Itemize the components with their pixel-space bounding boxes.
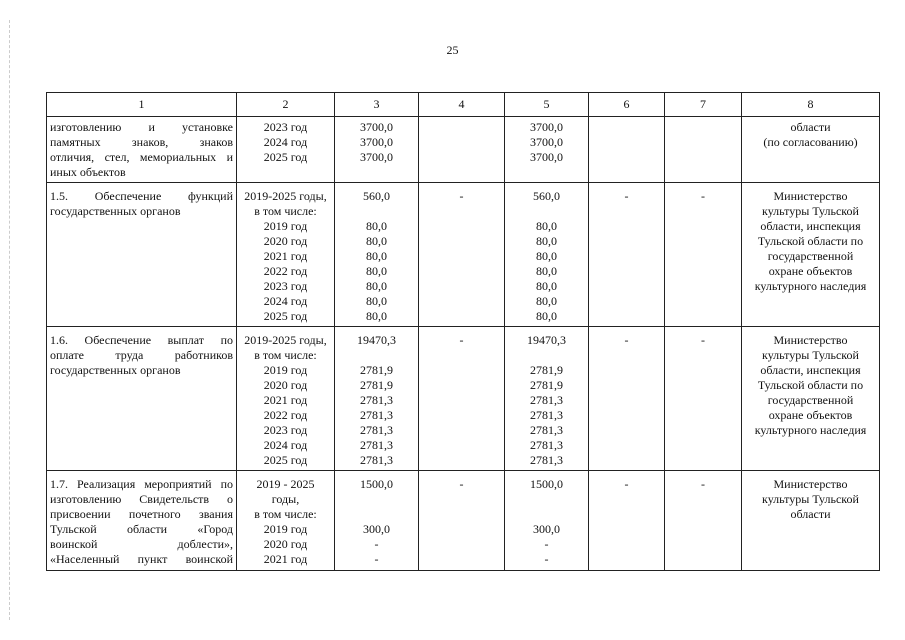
cell-line: присвоении почетного звания [50,507,233,521]
cell-line: 2781,3 [530,408,563,422]
cell-line: культурного наследия [754,423,867,437]
description-cell [47,327,237,471]
col4-cell [419,183,505,327]
cell-line: 2025 год [263,309,308,323]
cell-line: оплате труда работников [50,348,233,362]
cell-line: культуры Тульской [762,492,859,506]
cell-line: 3700,0 [360,135,393,149]
cell-line: - [459,189,464,203]
binding-mark [9,20,11,620]
cell-line: 3700,0 [530,150,563,164]
cell-line: 2781,3 [360,453,393,467]
cell-line: государственных органов [50,204,181,218]
cell-line: 2021 год [263,552,308,566]
cell-line [508,204,585,219]
header-cell: 7 [665,93,742,117]
period-cell [237,471,335,571]
col7-cell [665,117,742,183]
cell-line: 2020 год [263,378,308,392]
cell-line: 80,0 [536,309,557,323]
cell-line: охране объектов [768,264,853,278]
cell-line: культуры Тульской [762,204,859,218]
cell-line: 560,0 [363,189,390,203]
description-cell [47,183,237,327]
cell-line: изготовлению Свидетельств о [50,492,233,506]
period-cell [237,117,335,183]
cell-line: «Населенный пункт воинской [50,552,233,566]
cell-line: 2781,9 [530,363,563,377]
cell-line: 2024 год [263,294,308,308]
cell-line: 2019 год [263,363,308,377]
header-cell: 8 [742,93,880,117]
cell-line: Тульской области по [757,234,864,248]
cell-line: Тульской области по [757,378,864,392]
budget-cell [505,471,589,571]
cell-line: - [701,189,705,203]
budget-cell [505,183,589,327]
cell-line [338,507,415,522]
cell-line: 80,0 [366,249,387,263]
cell-line: иных объектов [50,165,126,179]
cell-line: - [459,477,464,491]
cell-line: 2781,3 [530,438,563,452]
cell-line: 2021 год [263,393,308,407]
cell-line: - [459,333,464,347]
header-cell: 3 [335,93,419,117]
cell-line: 2781,3 [530,453,563,467]
cell-line: 2781,3 [360,393,393,407]
cell-line: - [374,537,379,551]
cell-line: 3700,0 [360,120,393,134]
cell-line: 80,0 [366,309,387,323]
cell-line: воинской доблести», [50,537,233,551]
executor-cell [742,117,880,183]
cell-line: 19470,3 [357,333,396,347]
table-row [47,327,880,471]
cell-line: 1.6. Обеспечение выплат по [50,333,233,347]
cell-line: 80,0 [366,219,387,233]
cell-line: 300,0 [533,522,560,536]
cell-line: 2020 год [263,234,308,248]
cell-line: 2023 год [263,423,308,437]
cell-line: - [624,477,629,491]
cell-line: 2024 год [263,438,308,452]
cell-line: 3700,0 [530,120,563,134]
total-cell [335,183,419,327]
cell-line: 2023 год [263,279,308,293]
cell-line: 80,0 [536,294,557,308]
cell-line: 80,0 [366,264,387,278]
period-cell [237,183,335,327]
executor-cell [742,183,880,327]
header-cell: 6 [589,93,665,117]
cell-line: 560,0 [533,189,560,203]
budget-cell [505,117,589,183]
header-cell: 4 [419,93,505,117]
col6-cell [589,471,665,571]
cell-line: 2781,3 [530,423,563,437]
cell-line: 2781,9 [360,363,393,377]
cell-line: (по согласованию) [763,135,858,149]
col7-cell [665,471,742,571]
cell-line: - [624,333,629,347]
cell-line [508,348,585,363]
total-cell [335,117,419,183]
period-cell [237,327,335,471]
table-row [47,117,880,183]
col4-cell [419,117,505,183]
col6-cell [589,117,665,183]
cell-line: 300,0 [363,522,390,536]
cell-line: 2019 год [263,219,308,233]
cell-line: 2781,3 [360,438,393,452]
cell-line: 80,0 [366,279,387,293]
table-row [47,183,880,327]
cell-line: - [701,477,705,491]
cell-line: 2781,3 [530,393,563,407]
cell-line: 80,0 [536,234,557,248]
cell-line: 2022 год [263,264,308,278]
cell-line: отличия, стел, мемориальных и [50,150,233,164]
cell-line: Министерство [773,477,848,491]
cell-line: 1500,0 [360,477,393,491]
cell-line: 2022 год [263,408,308,422]
header-cell: 2 [237,93,335,117]
cell-line: Тульской области «Город [50,522,233,536]
cell-line: государственной [767,249,854,263]
col6-cell [589,327,665,471]
description-cell [47,471,237,571]
cell-line: области, инспекция [760,363,861,377]
cell-line: культурного наследия [754,279,867,293]
header-cell: 5 [505,93,589,117]
cell-line: 80,0 [536,279,557,293]
cell-line: области [790,120,831,134]
cell-line [338,492,415,507]
cell-line: 3700,0 [530,135,563,149]
col4-cell [419,327,505,471]
cell-line: годы, [271,492,300,506]
cell-line: 2025 год [263,150,308,164]
cell-line: 2019 - 2025 [256,477,315,491]
col7-cell [665,327,742,471]
cell-line: 2781,3 [360,423,393,437]
cell-line: в том числе: [254,204,317,218]
cell-line: памятных знаков, знаков [50,135,233,149]
cell-line: изготовлению и установке [50,120,233,134]
cell-line: 80,0 [536,249,557,263]
cell-line: 3700,0 [360,150,393,164]
cell-line: 1500,0 [530,477,563,491]
cell-line: 2020 год [263,537,308,551]
cell-line: 2019-2025 годы, [244,189,327,203]
description-cell [47,117,237,183]
total-cell [335,471,419,571]
cell-line: 2781,9 [530,378,563,392]
cell-line: 1.7. Реализация мероприятий по [50,477,233,491]
cell-line [338,348,415,363]
col7-cell [665,183,742,327]
cell-line: 2019-2025 годы, [244,333,327,347]
col4-cell [419,471,505,571]
cell-line: 2781,9 [360,378,393,392]
cell-line: - [544,552,549,566]
cell-line: 2019 год [263,522,308,536]
cell-line: 2781,3 [360,408,393,422]
cell-line: - [374,552,379,566]
cell-line [508,507,585,522]
cell-line: в том числе: [254,507,317,521]
cell-line: 2023 год [263,120,308,134]
header-row [47,93,880,117]
cell-line: 19470,3 [527,333,566,347]
cell-line: - [624,189,629,203]
cell-line: 2024 год [263,135,308,149]
table-row [47,471,880,571]
cell-line: культуры Тульской [762,348,859,362]
cell-line [338,204,415,219]
executor-cell [742,327,880,471]
cell-line: Министерство [773,333,848,347]
budget-cell [505,327,589,471]
cell-line: 80,0 [366,294,387,308]
col6-cell [589,183,665,327]
cell-line: охране объектов [768,408,853,422]
cell-line: области [790,507,831,521]
cell-line: - [544,537,549,551]
cell-line: - [701,333,705,347]
cell-line: 80,0 [536,219,557,233]
cell-line: 2021 год [263,249,308,263]
cell-line: государственной [767,393,854,407]
cell-line: 1.5. Обеспечение функций [50,189,233,203]
header-cell: 1 [47,93,237,117]
cell-line: в том числе: [254,348,317,362]
executor-cell [742,471,880,571]
cell-line [508,492,585,507]
cell-line: 2025 год [263,453,308,467]
total-cell [335,327,419,471]
cell-line: области, инспекция [760,219,861,233]
cell-line: государственных органов [50,363,181,377]
program-table [46,92,880,571]
page-number: 25 [446,43,459,57]
cell-line: 80,0 [366,234,387,248]
cell-line: Министерство [773,189,848,203]
cell-line: 80,0 [536,264,557,278]
